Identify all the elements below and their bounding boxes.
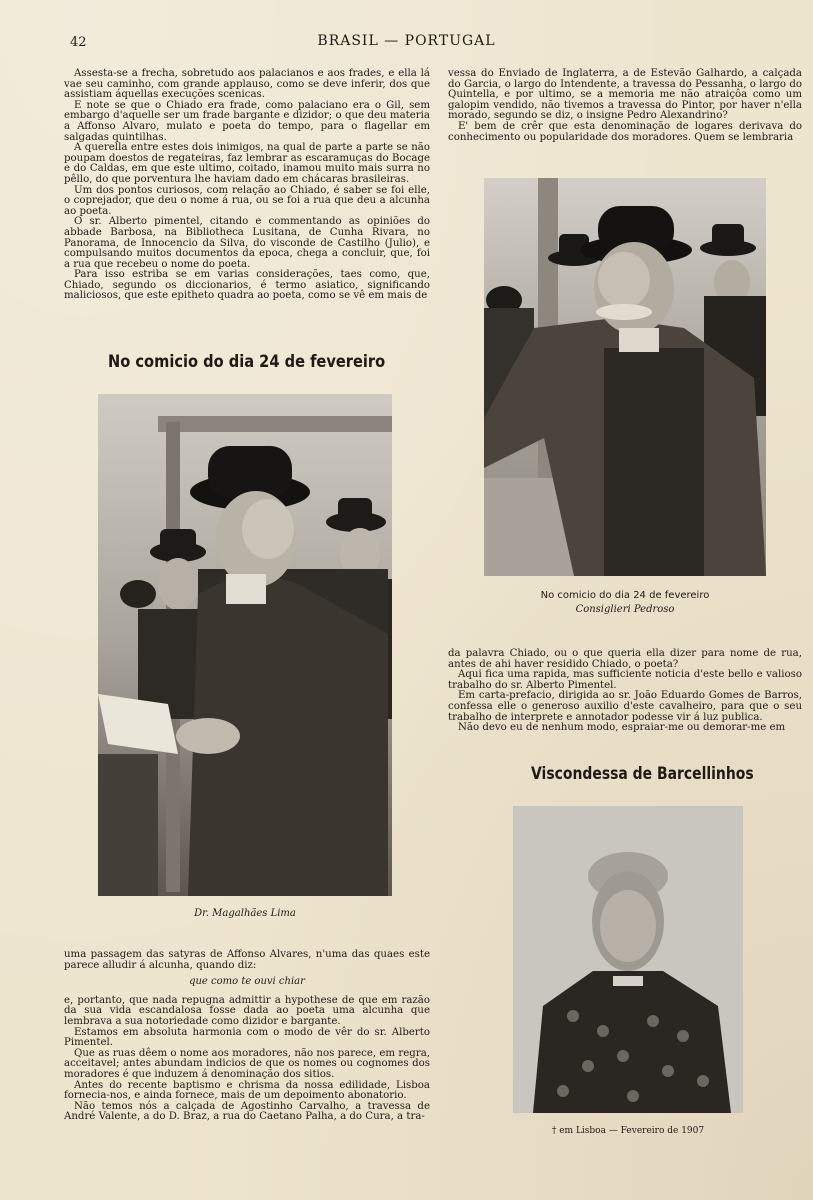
paragraph: E' bem de crêr que esta denominação de logares derivava do conhecimento ou popularidade dos moradores. Quem se lembraria [448,120,802,143]
photo-image [98,394,392,896]
paragraph: e, portanto, que nada repugna admittir a hypothese de que em razão da sua vida escandalosa fosse dada ao poeta uma alcunha que lembrava a sua notoriedade como dizidor e bargante. [64,994,430,1027]
photo-caption-magalhaes-lima: Dr. Magalhães Lima [194,908,296,919]
left-column-bottom-text [64,950,430,1123]
section-title-viscondessa: Viscondessa de Barcellinhos [531,764,754,784]
paragraph: uma passagem das satyras de Affonso Alvares, n'uma das quaes este parece alludir á alcunha, quando diz: [64,949,430,971]
paragraph: Que as ruas dêem o nome aos moradores, não nos parece, em regra, acceitavel; antes abundam indicios de que os nomes ou cognomes dos moradores é que induzem á denominação dos sitios. [64,1047,430,1080]
paragraph: Para isso estriba se em varias considerações, taes como, que, Chiado, segundo os diccionarios, é termo asiatico, significando maliciosos, que este epitheto quadra ao poeta, como se vê em mais de [64,269,430,302]
paragraph: vessa do Enviado de Inglaterra, a de Estevão Galhardo, a calçada do Garcia, o largo do Intendente, a travessa do Pessanha, o largo do Quintella, e por ultimo, se a memoria me não atraiçôa como um galopim vendido, não tivemos a travessa do Pintor, por haver n'ella morado, segundo se diz, o insigne Pedro Alexandrino? [448,68,802,122]
photo-consiglieri-pedroso [484,178,766,576]
paragraph: Assesta-se a frecha, sobretudo aos palacianos e aos frades, e ella lá vae seu caminho, com grande applauso, como se deve inferir, dos que assistiam áquellas execuções scenicas. [64,68,430,101]
photo-caption-comicio: No comicio do dia 24 de fevereiro [540,590,710,601]
paragraph: Aqui fica uma rapida, mas sufficiente noticia d'este bello e valioso trabalho do sr. Alberto Pimentel. [448,669,802,691]
verse-quote: que como te ouvi chiar [189,976,305,988]
paragraph: Não temos nós a calçada de Agostinho Carvalho, a travessa de André Valente, a do D. Braz, a rua do Caetano Palha, a do Cura, a tra- [64,1100,430,1123]
photo-viscondessa-barcellinhos [513,806,743,1113]
paragraph: E note se que o Chiado era frade, como palaciano era o Gil, sem embargo d'aquelle ser um frade bargante e dizidor; o que deu materia a Affonso Alvaro, mulato e poeta do tempo, para o flagellar em salgadas quintilhas. [64,99,430,143]
right-column-top-text [448,69,802,143]
left-column-top-text [64,69,430,302]
page-number: 42 [70,35,87,50]
paragraph: Antes do recente baptismo e chrisma da nossa edilidade, Lisboa fornecia-nos, e ainda fornece, mais de um depoimento abonatorio. [64,1079,430,1102]
photo-caption-viscondessa: † em Lisboa — Fevereiro de 1907 [551,1126,705,1136]
section-title-comicio: No comicio do dia 24 de fevereiro [108,352,386,372]
photo-caption-consiglieri-pedroso: Consiglieri Pedroso [575,604,675,615]
paragraph: Um dos pontos curiosos, com relação ao Chiado, é saber se foi elle, o coprejador, que deu o nome á rua, ou se foi a rua que deu a alcunha ao poeta. [64,184,430,217]
photo-image [513,806,743,1113]
photo-magalhaes-lima [98,394,392,896]
paragraph: Não devo eu de nenhum modo, espraiar-me ou demorar-me em [458,722,786,734]
page-header-title: BRASIL — PORTUGAL [317,33,496,49]
paragraph: A querella entre estes dois inimigos, na qual de parte a parte se não poupam doestos de regateiras, faz lembrar as escaramuças do Bocage e do Caldas, em que este ultimo, coitado, inamou muito mais surra no pêllo, do que porventura lhe haviam dado em chácaras brasileiras. [64,142,430,185]
paragraph: O sr. Alberto pimentel, citando e commentando as opiniões do abbade Barbosa, na Bibliotheca Lusitana, de Cunha Rivara, no Panorama, de Innocencio da Silva, do visconde de Castilho (Julio), e compulsando muitos documentos da epoca, chega a concluir, que, foi a rua que recebeu o nome do poeta. [64,216,430,270]
paragraph: Em carta-prefacio, dirigida ao sr. João Eduardo Gomes de Barros, confessa elle o generoso auxilio d'este cavalheiro, para que o seu trabalho de interprete e annotador podesse vir á luz publica. [448,690,802,723]
paragraph: Estamos em absoluta harmonia com o modo de vêr do sr. Alberto Pimentel. [64,1026,430,1049]
photo-image [484,178,766,576]
right-column-middle-text [448,649,802,734]
paragraph: da palavra Chiado, ou o que queria ella dizer para nome de rua, antes de ahi haver residido Chiado, o poeta? [448,648,802,670]
